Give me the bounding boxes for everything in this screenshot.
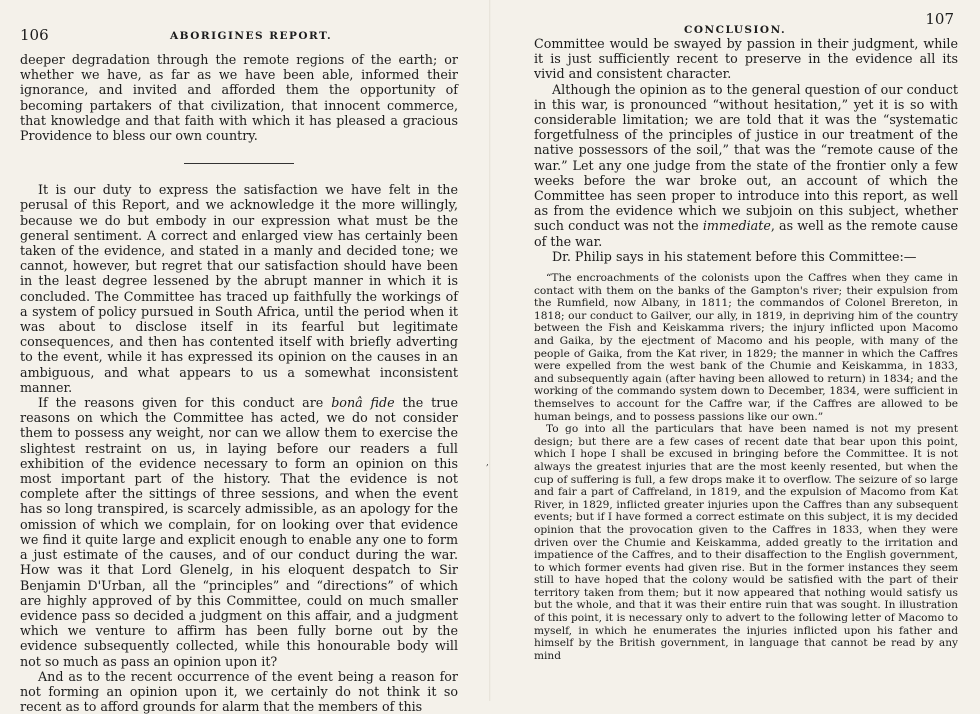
gutter-speck: ,: [486, 458, 489, 468]
right-paragraph-1: Committee would be swayed by passion in their judgment, while it is just sufficiently recent to preserve in the evidence all its vivid and consistent character.: [534, 36, 958, 82]
left-page-number: 106: [20, 26, 49, 44]
left-p3-text-b: the true reasons on which the Committee has acted, we do not consider them to possess any weight, nor can we allow them to exercise the slightest restraint on us, in laying before our readers a full exhibition of the evidence necessary to form an opinion on this most important part of the history. That the evidence is not complete after the sittings of three sessions, and when the event has so long transpired, is scarcely admissible, as an apology for the omission of which we complain, for on looking over that evidence we find it quite large and explicit enough to enable any one to form a just estimate of the causes, and of our conduct during the war. How was it that Lord Glenelg, in his eloquent despatch to Sir Benjamin D'Urban, all the “principles” and “directions” of which are highly approved of by this Committee, could on much smaller evidence pass so decided a judgment on this affair, and a judgment which we venture to affirm has been fully borne out by the evidence subsequently collected, while this honourable body will not so much as pass an opinion upon it?: [20, 395, 458, 669]
right-page: [490, 0, 980, 701]
left-paragraph-2: It is our duty to express the satisfaction we have felt in the perusal of this Report, and we acknowledge it the more willingly, because we do but embody in our expression what must be the general sentiment. A correct and enlarged view has certainly been taken of the evidence, and stated in a manly and decided tone; we cannot, however, but regret that our satisfaction should have been in the least degree lessened by the abrupt manner in which it is concluded. The Committee has traced up faithfully the workings of a system of policy pursued in South Africa, until the period when it was about to disclose itself in its fearful but legitimate consequences, and then has contented itself with briefly adverting to the event, while it has expressed its opinion on the causes in an ambiguous, and what appears to us a somewhat inconsistent manner.: [20, 182, 458, 395]
left-text-block: [20, 52, 458, 714]
left-running-head: [20, 26, 458, 52]
left-p3-text-a: If the reasons given for this conduct are: [38, 395, 332, 411]
right-paragraph-2: [534, 82, 958, 249]
right-text-block: [534, 36, 958, 264]
quote-paragraph-2: To go into all the particulars that have been named is not my present design; but there are a few cases of recent date that bear upon this point, which I hope I shall be excused in bringing before the Committee. It is not always the greatest injuries that are the most keenly resented, but when the cup of suffering is full, a few drops make it to overflow. The seizure of so large and fair a part of Caffreland, in 1819, and the expulsion of Macomo from Kat River, in 1829, inflicted greater injuries upon the Caffres than any subsequent events; but if I have formed a correct estimate on this subject, it is my decided opinion that the provocation given to the Caffres in 1833, when they were driven over the Chumie and Keiskamma, added greatly to the irritation and impatience of the Caffres, and to their disaffection to the English government, to which former events had given rise. But in the former instances they seem still to have hoped that the colony would be satisfied with the part of their territory taken from them; but it now appeared that nothing would satisfy us but the whole, and that it was their entire ruin that was sought. In illustration of this point, it is necessary only to advert to the following letter of Macomo to myself, in which he enumerates the injuries inflicted upon his father and himself by the British government, in language that cannot be read by any mind: [534, 423, 958, 662]
left-running-title: ABORIGINES REPORT.: [170, 30, 333, 42]
right-paragraph-3: Dr. Philip says in his statement before this Committee:—: [552, 248, 917, 264]
quote-paragraph-1: “The encroachments of the colonists upon the Caffres when they came in contact with them on the banks of the Gampton's river; their expulsion from the Rumfield, now Albany, in 1811; the commandos of Colonel Brereton, in 1818; our conduct to Gailver, our ally, in 1819, in depriving him of the country between the Fish and Keiskamma rivers; the injury inflicted upon Macomo and Gaika, by the ejectment of Macomo and his people, with many of the people of Gaika, from the Kat river, in 1829; the manner in which the Caffres were expelled from the west bank of the Chumie and Keiskamma, in 1833, and subsequently again (after having been allowed to return) in 1834; and the working of the commando system down to December, 1834, were sufficient in themselves to account for the Caffre war, if the Caffres are allowed to be human beings, and to possess passions like our own.”: [534, 272, 958, 423]
right-p2-text-b: , as well as the remote cause of the war.: [534, 218, 958, 249]
right-running-title: CONCLUSION.: [684, 24, 787, 36]
left-paragraph-3: [20, 395, 458, 669]
left-paragraph-4: And as to the recent occurrence of the event being a reason for not forming an opinion upon it, we certainly do not think it so recent as to afford grounds for alarm that the members of this: [20, 668, 458, 714]
right-p2-text-a: Although the opinion as to the general question of our conduct in this war, is pronounced “without hesitation,” yet it is so with considerable limitation; we are told that it was the “systematic forgetfulness of the principles of justice in our treatment of the native possessors of the soil,” that was the “remote cause of the war.” Let any one judge from the state of the frontier only a few weeks before the war broke out, an account of which the Committee has seen proper to introduce into this report, as well as from the evidence which we subjoin on this subject, whether such conduct was not the: [534, 81, 958, 234]
right-page-number: 107: [925, 10, 954, 28]
right-running-head: [534, 10, 958, 36]
left-paragraph-1: deeper degradation through the remote regions of the earth; or whether we have, as far as we have been able, informed their ignorance, and invited and afforded them the opportunity of becoming partakers of that civilization, that innocent commerce, that knowledge and that faith with which it has pleased a gracious Providence to bless our own country.: [20, 52, 458, 144]
left-p3-italic: bonâ fide: [331, 395, 395, 411]
right-p2-italic: immediate: [702, 218, 771, 234]
section-divider: [184, 163, 294, 164]
quoted-statement: [534, 272, 958, 662]
spacer: [534, 264, 958, 272]
